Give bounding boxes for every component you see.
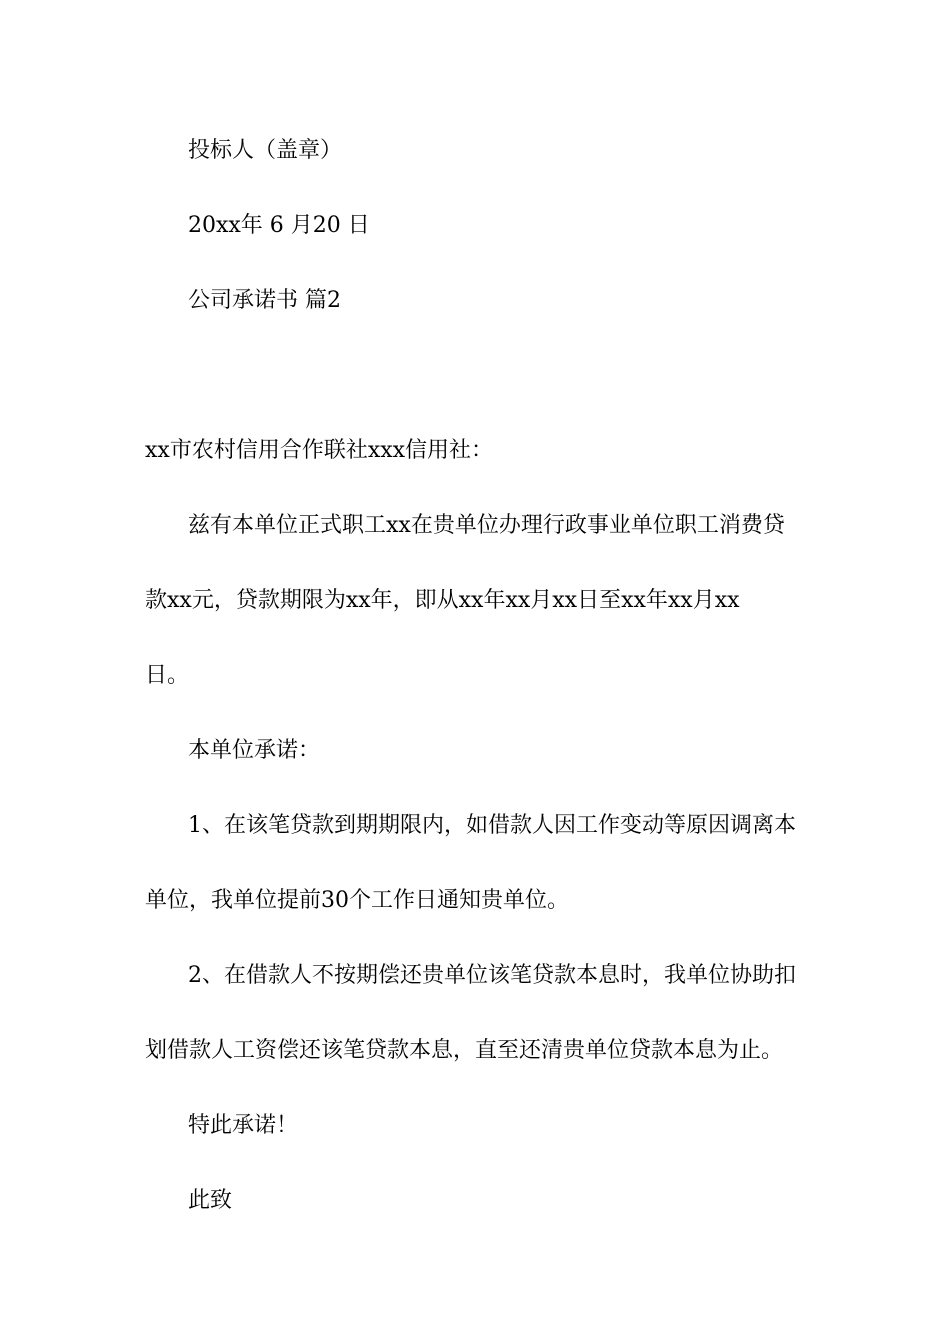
closing-statement: 特此承诺！ [188, 1113, 299, 1138]
body-paragraph-1-line-2: 款xx元，贷款期限为xx年，即从xx年xx月xx日至xx年xx月xx [145, 588, 740, 613]
commitment-item-2-line-2: 划借款人工资偿还该笔贷款本息，直至还清贵单位贷款本息为止。 [145, 1038, 784, 1063]
section-title: 公司承诺书 篇2 [188, 288, 341, 313]
date-line: 20xx年 6 月20 日 [188, 213, 370, 238]
body-paragraph-1-line-1: 兹有本单位正式职工xx在贵单位办理行政事业单位职工消费贷 [188, 513, 785, 538]
commitment-item-1-line-2: 单位，我单位提前30个工作日通知贵单位。 [145, 888, 569, 913]
bidder-seal-line: 投标人（盖章） [188, 138, 343, 163]
addressee-line: xx市农村信用合作联社xxx信用社： [145, 438, 494, 463]
body-paragraph-1-line-3: 日。 [145, 663, 190, 688]
commitment-heading: 本单位承诺： [188, 738, 321, 763]
commitment-item-2-line-1: 2、在借款人不按期偿还贵单位该笔贷款本息时，我单位协助扣 [188, 963, 796, 988]
commitment-item-1-line-1: 1、在该笔贷款到期期限内，如借款人因工作变动等原因调离本 [188, 813, 796, 838]
salutation: 此致 [188, 1188, 233, 1213]
